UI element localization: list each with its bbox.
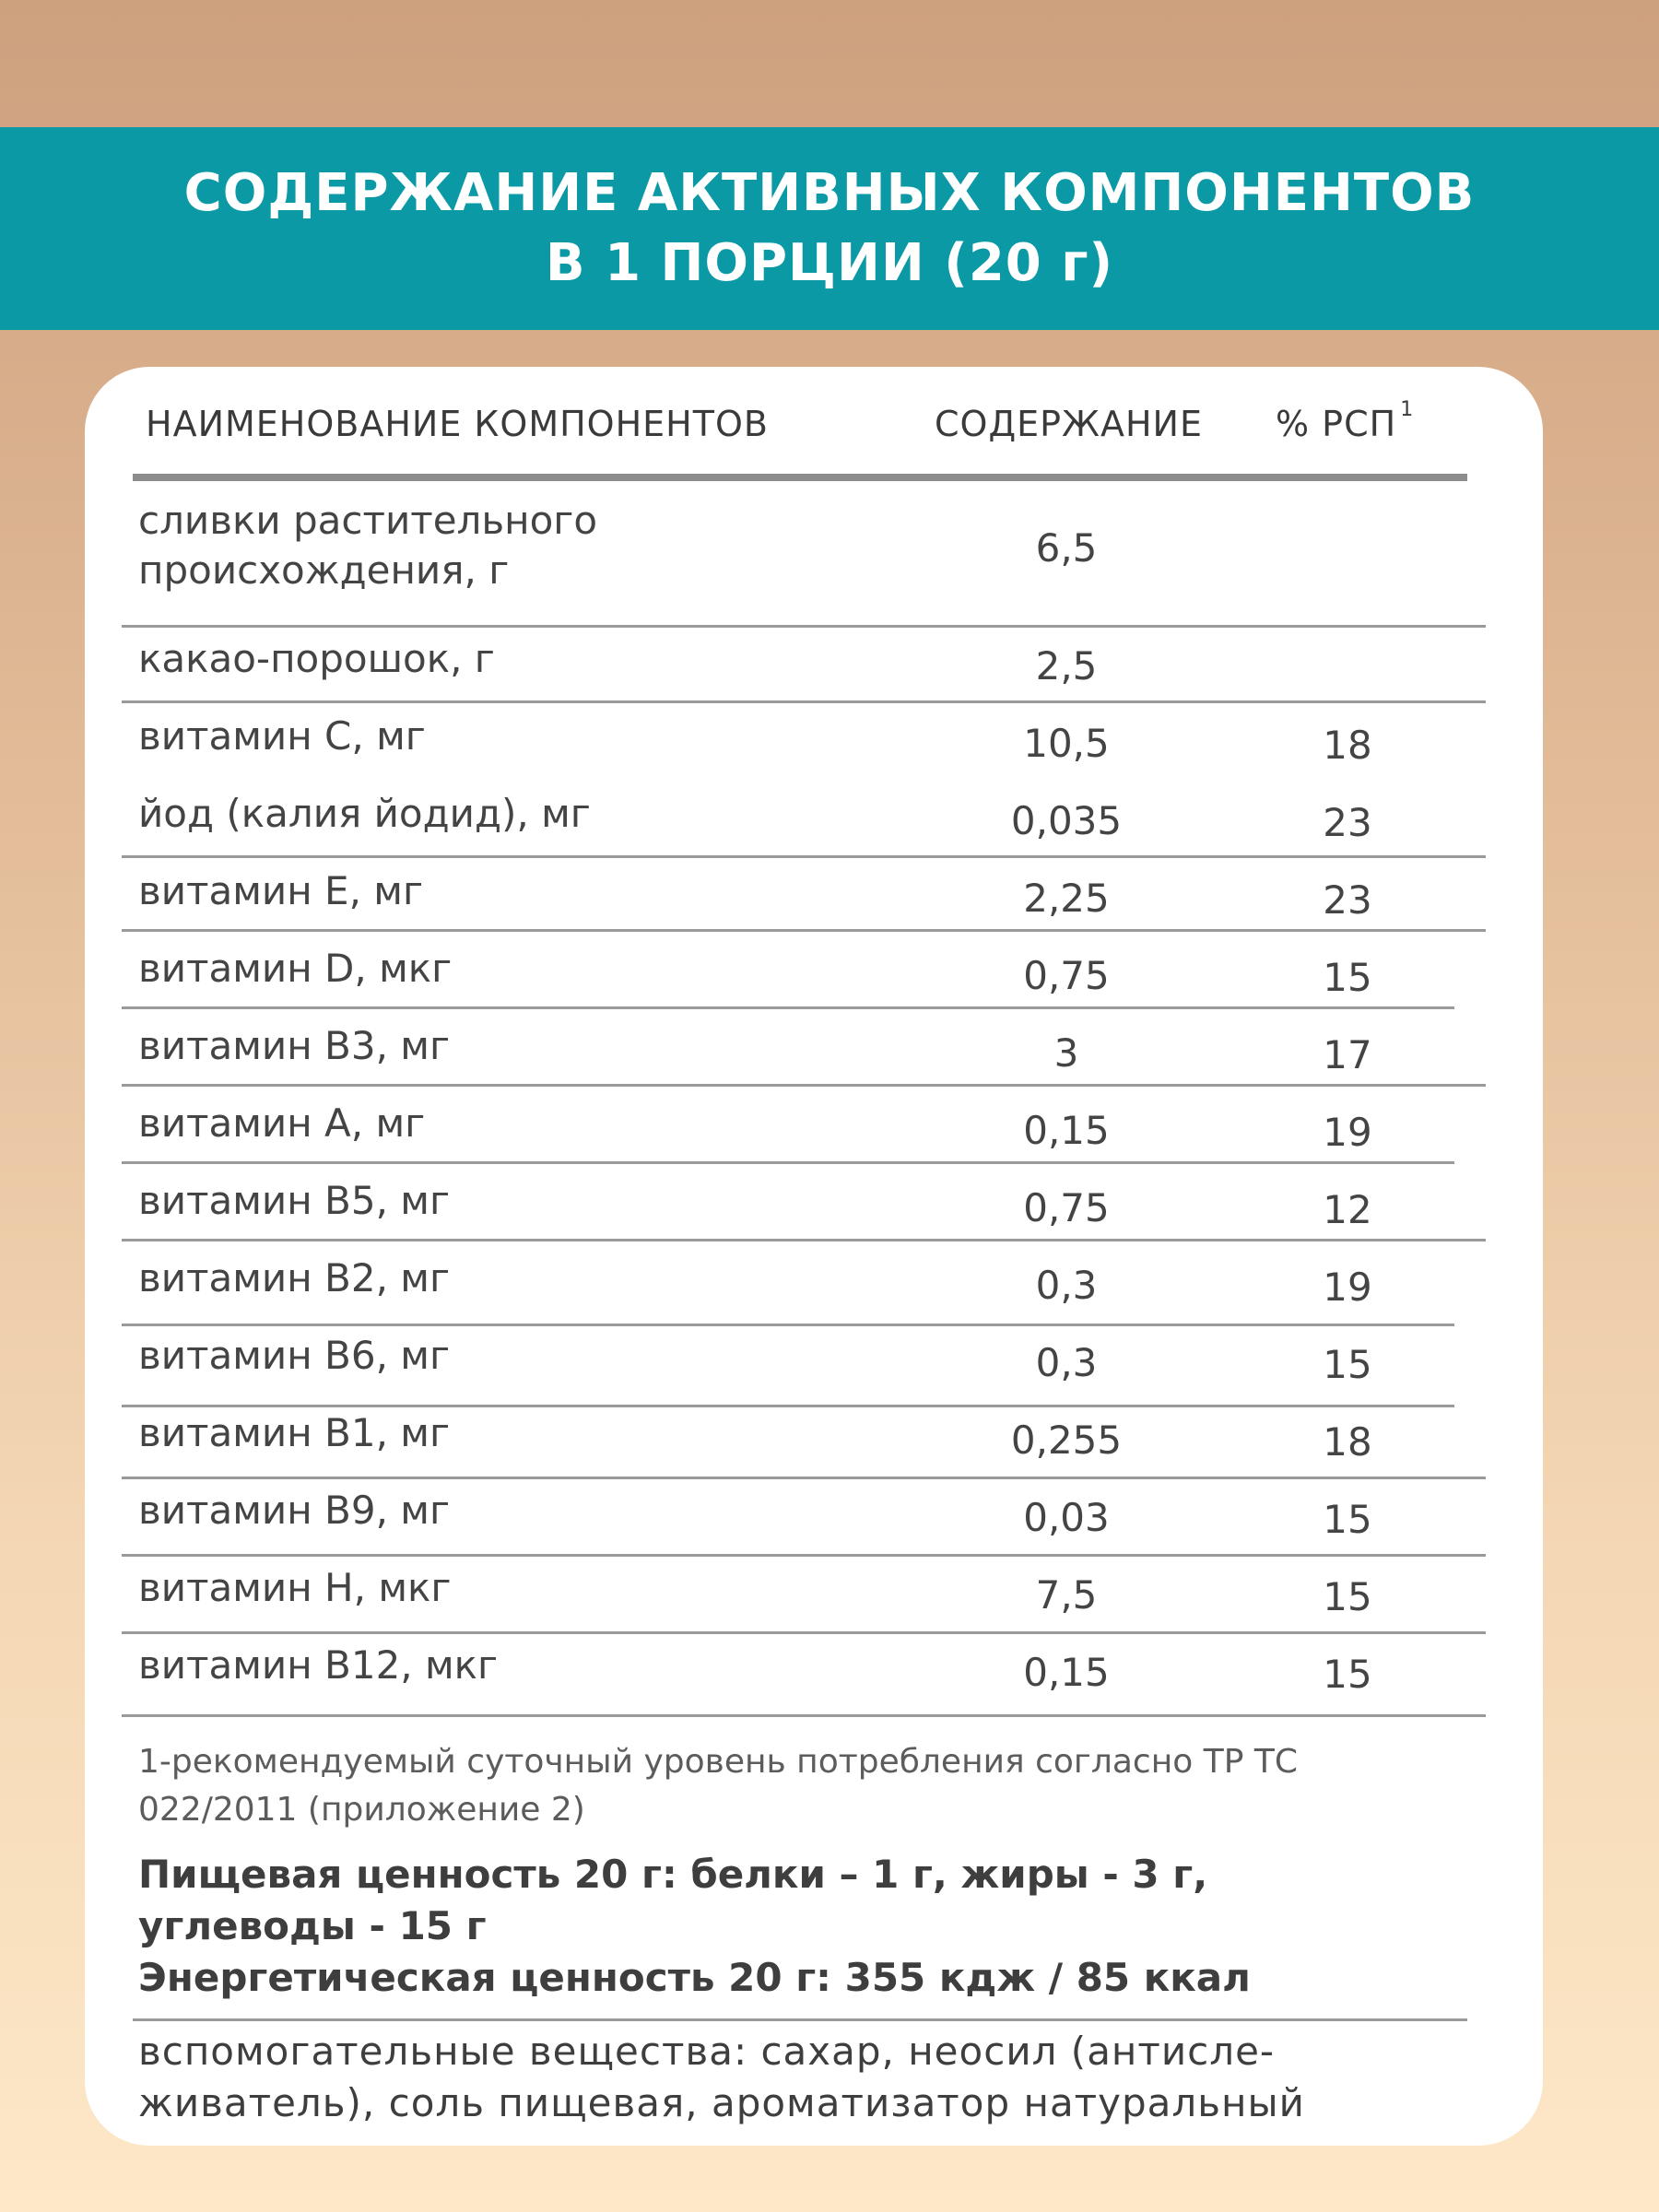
row-divider bbox=[122, 1161, 1454, 1164]
excipients-line-1: вспомогательные вещества: сахар, неосил (антисле- bbox=[138, 2029, 1276, 2074]
component-name bbox=[138, 1331, 450, 1381]
component-content: 0,255 bbox=[1010, 1418, 1123, 1463]
component-name-line-1: витамин С, мг bbox=[138, 713, 426, 759]
component-name-line-1: сливки растительного bbox=[138, 498, 598, 543]
table-row bbox=[85, 1253, 1543, 1309]
component-name-line-1: витамин D, мкг bbox=[138, 946, 453, 991]
component-name bbox=[138, 866, 423, 916]
table-row bbox=[85, 866, 1543, 922]
component-content: 0,75 bbox=[1023, 953, 1110, 998]
component-name bbox=[138, 1021, 450, 1071]
component-name bbox=[138, 1408, 450, 1458]
rsp-footnote-line-1: 1-рекомендуемый суточный уровень потребления согласно ТР ТС bbox=[138, 1743, 1298, 1781]
component-name bbox=[138, 1176, 450, 1226]
component-name bbox=[138, 1099, 425, 1148]
component-name bbox=[138, 1641, 498, 1690]
title-banner bbox=[0, 127, 1659, 330]
row-divider bbox=[122, 1006, 1454, 1009]
row-divider bbox=[122, 1631, 1486, 1634]
table-row bbox=[85, 1099, 1543, 1154]
header-pct-label: % РСП bbox=[1276, 404, 1397, 444]
component-rsp-percent: 19 bbox=[1323, 1265, 1372, 1310]
table-row bbox=[85, 1641, 1543, 1696]
component-rsp-percent: 23 bbox=[1323, 877, 1372, 923]
component-content: 3 bbox=[1053, 1030, 1079, 1076]
table-row bbox=[85, 1331, 1543, 1386]
nutrition-line-1: Пищевая ценность 20 г: белки – 1 г, жиры - 3 г, bbox=[138, 1852, 1208, 1897]
component-content: 0,3 bbox=[1035, 1263, 1098, 1308]
row-divider bbox=[122, 1324, 1454, 1326]
row-divider bbox=[122, 1714, 1486, 1717]
component-rsp-percent: 18 bbox=[1323, 723, 1372, 768]
nutrition-line-2: углеводы - 15 г bbox=[138, 1903, 487, 1948]
header-pct bbox=[1276, 398, 1415, 444]
component-rsp-percent: 12 bbox=[1323, 1187, 1372, 1232]
component-content: 0,3 bbox=[1035, 1340, 1098, 1385]
component-name-line-1: витамин А, мг bbox=[138, 1100, 426, 1146]
row-divider bbox=[122, 1405, 1454, 1407]
component-name bbox=[138, 944, 452, 994]
table-row bbox=[85, 1176, 1543, 1231]
component-name-line-1: витамин В2, мг bbox=[138, 1255, 451, 1300]
row-divider bbox=[122, 1554, 1486, 1557]
component-rsp-percent: 15 bbox=[1323, 1342, 1372, 1387]
component-name-line-1: витамин В3, мг bbox=[138, 1023, 451, 1068]
component-name-line-1: витамин В1, мг bbox=[138, 1410, 451, 1455]
component-rsp-percent: 15 bbox=[1323, 1574, 1372, 1619]
row-divider bbox=[122, 1084, 1486, 1087]
row-divider bbox=[122, 929, 1486, 932]
rsp-footnote bbox=[138, 1738, 1484, 1834]
component-content: 7,5 bbox=[1035, 1572, 1098, 1618]
component-name-line-1: витамин В6, мг bbox=[138, 1333, 451, 1378]
excipients-divider bbox=[133, 2018, 1467, 2021]
component-name bbox=[138, 789, 591, 839]
component-name-line-1: витамин В12, мкг bbox=[138, 1642, 499, 1688]
table-row bbox=[85, 1486, 1543, 1541]
header-pct-footnote-mark: 1 bbox=[1400, 398, 1415, 422]
component-rsp-percent: 15 bbox=[1323, 1652, 1372, 1697]
component-name bbox=[138, 1563, 451, 1613]
component-rsp-percent: 23 bbox=[1323, 800, 1372, 845]
component-name-line-1: витамин В5, мг bbox=[138, 1178, 451, 1223]
table-row bbox=[85, 496, 1543, 616]
nutrition-info bbox=[138, 1849, 1484, 2004]
row-divider bbox=[122, 1477, 1486, 1479]
header-content: СОДЕРЖАНИЕ bbox=[935, 404, 1203, 444]
row-divider bbox=[122, 855, 1486, 858]
component-name-line-1: какао-порошок, г bbox=[138, 636, 495, 681]
component-name bbox=[138, 1253, 450, 1303]
component-name bbox=[138, 496, 597, 595]
table-row bbox=[85, 1563, 1543, 1618]
excipients-line-2: живатель), соль пищевая, ароматизатор натуральный bbox=[138, 2080, 1305, 2125]
component-content: 2,5 bbox=[1035, 643, 1098, 688]
component-content: 0,15 bbox=[1023, 1108, 1110, 1153]
components-card bbox=[85, 367, 1543, 2146]
table-row bbox=[85, 944, 1543, 999]
component-content: 0,15 bbox=[1023, 1650, 1110, 1695]
component-rsp-percent: 17 bbox=[1323, 1032, 1372, 1077]
header-divider bbox=[133, 474, 1467, 481]
title-line-1: СОДЕРЖАНИЕ АКТИВНЫХ КОМПОНЕНТОВ bbox=[183, 163, 1476, 223]
component-name-line-1: йод (калия йодид), мг bbox=[138, 791, 591, 836]
component-name-line-1: витамин Н, мкг bbox=[138, 1565, 452, 1610]
energy-line: Энергетическая ценность 20 г: 355 кдж / 85 ккал bbox=[138, 1955, 1251, 2000]
rsp-footnote-line-2: 022/2011 (приложение 2) bbox=[138, 1791, 585, 1829]
row-divider bbox=[122, 625, 1486, 628]
component-rsp-percent: 18 bbox=[1323, 1419, 1372, 1465]
component-content: 0,03 bbox=[1023, 1495, 1110, 1540]
component-name-line-1: витамин В9, мг bbox=[138, 1488, 451, 1533]
title-line-2: В 1 ПОРЦИИ (20 г) bbox=[545, 233, 1114, 293]
component-content: 2,25 bbox=[1023, 876, 1110, 921]
component-content: 10,5 bbox=[1023, 721, 1110, 766]
component-content: 0,75 bbox=[1023, 1185, 1110, 1230]
component-name bbox=[138, 634, 495, 684]
component-rsp-percent: 19 bbox=[1323, 1110, 1372, 1155]
table-row bbox=[85, 1021, 1543, 1077]
row-divider bbox=[122, 700, 1486, 703]
component-name-line-1: витамин Е, мг bbox=[138, 868, 424, 913]
component-rsp-percent: 15 bbox=[1323, 1497, 1372, 1542]
component-content: 6,5 bbox=[1035, 525, 1098, 571]
header-name: НАИМЕНОВАНИЕ КОМПОНЕНТОВ bbox=[146, 404, 769, 444]
excipients bbox=[138, 2026, 1484, 2129]
row-divider bbox=[122, 1239, 1486, 1241]
component-content: 0,035 bbox=[1010, 798, 1123, 843]
table-row bbox=[85, 1408, 1543, 1464]
component-rsp-percent: 15 bbox=[1323, 955, 1372, 1000]
component-name bbox=[138, 712, 426, 761]
component-name-line-2: происхождения, г bbox=[138, 547, 510, 593]
component-name bbox=[138, 1486, 450, 1535]
table-row bbox=[85, 634, 1543, 689]
table-row bbox=[85, 789, 1543, 844]
table-row bbox=[85, 712, 1543, 767]
